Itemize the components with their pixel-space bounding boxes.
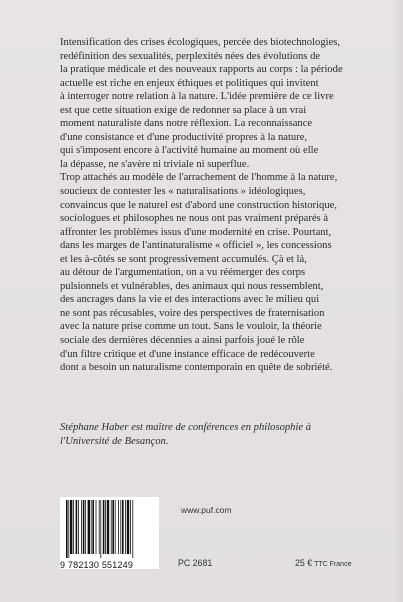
isbn-digits: 9 782130 551249 <box>60 560 134 570</box>
barcode-bar <box>125 500 126 554</box>
barcode-bar <box>96 500 97 554</box>
blurb-line: sociale des dernières décennies a ainsi parfois joué le rôle <box>60 335 305 347</box>
barcode-bar <box>81 500 82 554</box>
blurb-line: d'un filtre critique et d'une instance efficace de redécouverte <box>60 348 315 360</box>
barcode-bar <box>99 500 100 554</box>
blurb-line: avec la nature prise comme un tout. Sans le vouloir, la théorie <box>60 321 322 333</box>
barcode-bar <box>66 500 68 558</box>
barcode-bar <box>115 500 116 554</box>
barcode-bars <box>64 500 156 558</box>
barcode-bar <box>92 500 94 554</box>
barcode-bar <box>120 500 121 554</box>
author-line: l'Université de Besançon. <box>60 436 169 447</box>
barcode-bar <box>112 500 114 554</box>
blurb-line: ne sont pas récusables, voire des perspectives de fraternisation <box>60 307 325 319</box>
blurb-line: redéfinition des sexualités, perplexités nées des évolutions de <box>60 50 321 62</box>
blurb-line: des ancrages dans la vie et des interactions avec le milieu qui <box>60 294 320 306</box>
blurb-line: dans les marges de l'antinaturalisme « officiel », les concessions <box>60 240 332 252</box>
barcode-bar <box>91 500 92 554</box>
blurb-line: et les à-côtés se sont progressivement accumulés. Çà et là, <box>60 253 307 265</box>
barcode-bar <box>76 500 78 554</box>
barcode-bar <box>118 500 119 554</box>
price <box>295 558 351 568</box>
blurb-text <box>60 36 382 375</box>
blurb-line: est que cette situation exige de redonner sa place à un vrai <box>60 104 307 116</box>
barcode-bar <box>70 500 72 554</box>
cover-edge-shadow <box>393 0 403 602</box>
barcode-bar <box>127 500 129 554</box>
blurb-line: qui s'imposent encore à l'activité humaine au moment où elle <box>60 145 319 157</box>
barcode-bar <box>78 500 79 554</box>
barcode-bar <box>105 500 106 554</box>
blurb-line: convaincus que le naturel est d'abord une construction historique, <box>60 199 337 211</box>
barcode-bar <box>100 500 101 558</box>
barcode-bar <box>107 500 109 554</box>
blurb-line: pulsionnels et vulnérables, des animaux qui nous ressemblent, <box>60 280 324 292</box>
blurb-line: à interroger notre relation à la nature. L'idée première de ce livre <box>60 91 334 103</box>
author-line: Stéphane Haber est maître de conférences en philosophie à <box>60 422 312 433</box>
barcode-bar <box>103 500 105 554</box>
blurb-line: la dépasse, ne s'avère ni triviale ni superflue. <box>60 158 250 170</box>
blurb-line: sociologues et philosophes ne nous ont pas vraiment préparés à <box>60 213 329 225</box>
blurb-line: la pratique médicale et des nouveaux rapports au corps : la période <box>60 64 343 76</box>
barcode-bar <box>68 500 69 558</box>
blurb-line: Intensification des crises écologiques, percée des biotechnologies, <box>60 37 341 48</box>
barcode-bar <box>83 500 85 554</box>
barcode-bar <box>122 500 124 554</box>
author-note <box>60 421 382 449</box>
blurb-line: actuelle est riche en enjeux éthiques et politiques qui invitent <box>60 77 319 89</box>
price-amount: 25 € <box>295 558 313 568</box>
blurb-line: dont a besoin un naturalisme contemporain en quête de sobriété. <box>60 362 333 374</box>
barcode-bar <box>130 500 131 554</box>
barcode-bar <box>88 500 90 554</box>
blurb-line: d'une consistance et d'une productivité propres à la nature, <box>60 131 308 143</box>
blurb-line: Trop attachés au modèle de l'arrachement de l'homme à la nature, <box>60 172 338 184</box>
blurb-line: soucieux de contester les « naturalisations » idéologiques, <box>60 186 306 198</box>
barcode-bar <box>111 500 112 554</box>
blurb-line: au détour de l'argumentation, on a vu réémerger des corps <box>60 267 306 279</box>
publisher-url: www.puf.com <box>181 505 232 515</box>
price-suffix: TTC France <box>314 561 352 568</box>
catalog-code: PC 2681 <box>178 558 213 568</box>
blurb-line: affronter les problèmes issus d'une modernité en crise. Pourtant, <box>60 226 332 238</box>
blurb-line: moment naturaliste dans notre réflexion. La reconnaissance <box>60 118 313 130</box>
barcode-bar <box>132 500 133 558</box>
barcode-bar <box>85 500 86 554</box>
barcode-bar <box>73 500 74 554</box>
